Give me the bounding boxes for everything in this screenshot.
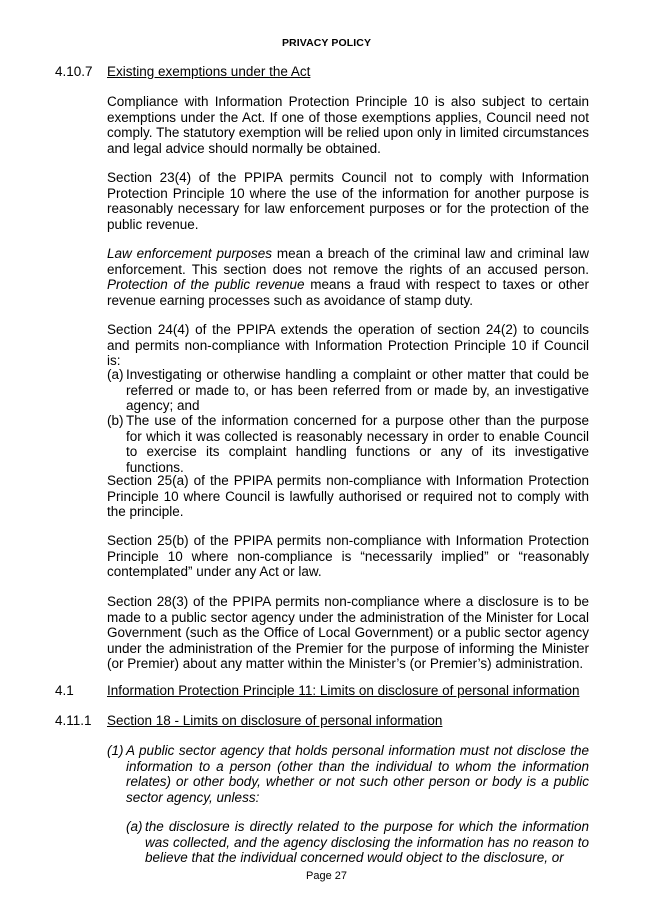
list-item-text: the disclosure is directly related to the purpose for which the information was collected, and the agency disclosing the information has no reason to believe that the individual concerned would object to the disclosure, or <box>145 819 589 866</box>
list-item-label: (1) <box>107 743 124 758</box>
list-item-1 <box>107 743 589 805</box>
paragraph-section-23-4: Section 23(4) of the PPIPA permits Council not to comply with Information Protection Principle 10 where the use of the information for another purpose is reasonably necessary for law enforcement purposes or for the protection of the public revenue. <box>107 170 589 232</box>
list-item-label: (a) <box>126 819 143 834</box>
paragraph-section-25-b: Section 25(b) of the PPIPA permits non-compliance with Information Protection Principle 10 where non-compliance is “necessarily implied” or “reasonably contemplated” under any Act or law. <box>107 533 589 580</box>
section-title: Existing exemptions under the Act <box>107 64 311 79</box>
list-item-label: (a) <box>107 367 124 382</box>
section-title: Section 18 - Limits on disclosure of personal information <box>107 713 443 728</box>
term-law-enforcement-purposes: Law enforcement purposes <box>107 246 273 261</box>
section-number: 4.1 <box>55 683 74 698</box>
term-protection-of-public-revenue: Protection of the public revenue <box>107 277 305 293</box>
paragraph-section-28-3: Section 28(3) of the PPIPA permits non-compliance where a disclosure is to be made to a public sector agency under the administration of the Minister for Local Government (such as the Office of Local Government) or a public sector agency under the administration of the Premier for the purpose of informing the Minister (or Premier) about any matter within the Minister’s (or Premier’s) administration. <box>107 594 589 672</box>
definition-text-1: mean a breach of the criminal law and criminal law enforcement. This section does not remove the rights of an accused person. <box>107 246 589 277</box>
paragraph-definitions <box>107 246 589 308</box>
definition-text-2: means a fraud with respect to taxes or other revenue earning processes such as avoidance of stamp duty. <box>107 277 589 308</box>
list-item-a <box>107 367 589 414</box>
section-number: 4.10.7 <box>55 64 93 79</box>
list-item-text: A public sector agency that holds personal information must not disclose the information to a person (other than the individual to whom the information relates) or other body, whether or not such other person or body is a public sector agency, unless: <box>126 743 589 805</box>
page-number: Page 27 <box>306 870 347 882</box>
document-header-title: PRIVACY POLICY <box>281 37 372 49</box>
list-item-text: The use of the information concerned for a purpose other than the purpose for which it was collected is reasonably necessary in order to enable Council to exercise its complaint handling functions or any of its investigative functions. <box>126 413 589 475</box>
paragraph-section-25-a: Section 25(a) of the PPIPA permits non-compliance with Information Protection Principle 10 where Council is lawfully authorised or required not to comply with the principle. <box>107 473 589 520</box>
list-item-text: Investigating or otherwise handling a complaint or other matter that could be referred or made to, or has been referred from or made by, an investigative agency; and <box>126 367 589 414</box>
paragraph-exemptions-intro: Compliance with Information Protection Principle 10 is also subject to certain exemptions under the Act. If one of those exemptions applies, Council need not comply. The statutory exemption will be relied upon only in limited circumstances and legal advice should normally be obtained. <box>107 94 589 156</box>
paragraph-section-24-4: Section 24(4) of the PPIPA extends the operation of section 24(2) to councils and permits non-compliance with Information Protection Principle 10 if Council is: <box>107 322 589 369</box>
list-item-1a <box>126 819 589 866</box>
list-item-b <box>107 413 589 475</box>
section-title: Information Protection Principle 11: Limits on disclosure of personal information <box>107 683 580 698</box>
section-number: 4.11.1 <box>55 713 92 728</box>
list-item-label: (b) <box>107 413 124 428</box>
